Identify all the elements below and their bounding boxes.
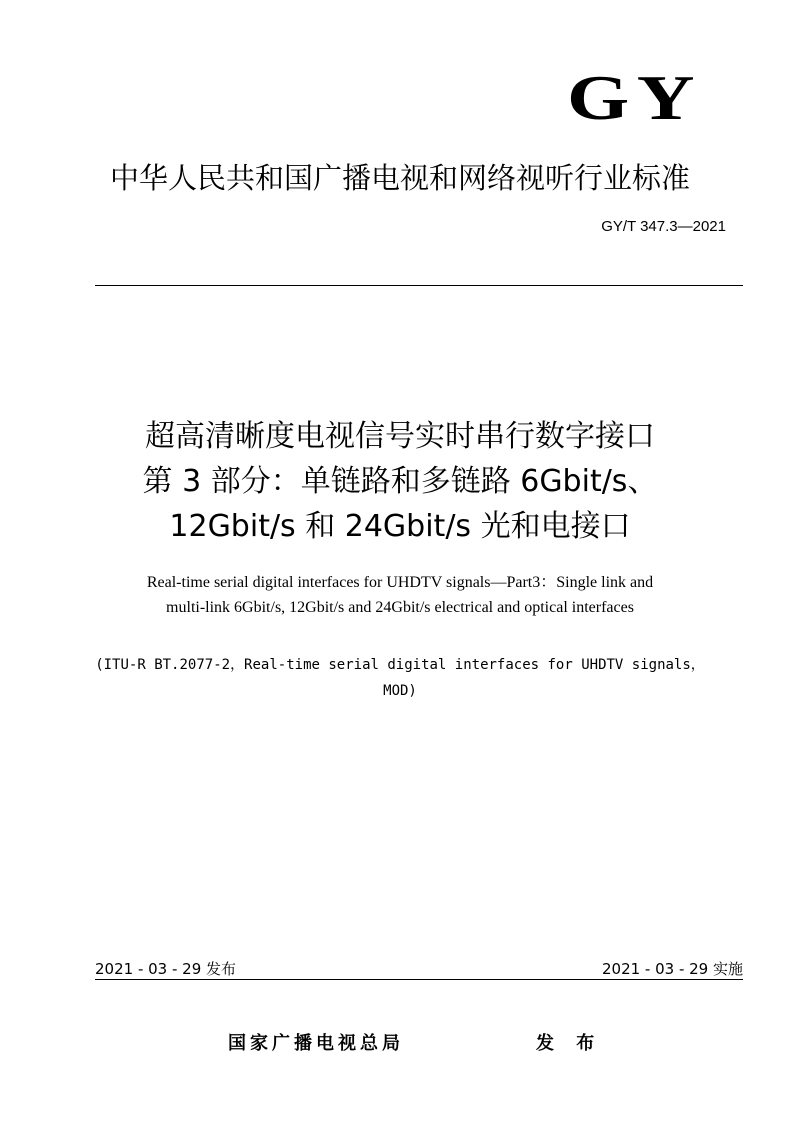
international-reference [0, 652, 800, 704]
bottom-divider [95, 979, 743, 980]
agency-standard-title: 中华人民共和国广播电视和网络视听行业标准 [109, 161, 690, 195]
top-divider [95, 285, 743, 286]
chinese-title [0, 414, 800, 549]
international-reference-line-2: MOD) [383, 683, 417, 699]
chinese-title-line-3: 12Gbit/s 和 24Gbit/s 光和电接口 [169, 509, 631, 544]
chinese-title-line-1: 超高清晰度电视信号实时串行数字接口 [145, 419, 655, 454]
effective-date: 2021 - 03 - 29 实施 [601, 960, 743, 978]
issuing-authority: 国家广播电视总局 [228, 1033, 404, 1054]
chinese-title-line-2: 第 3 部分：单链路和多链路 6Gbit/s、 [142, 464, 658, 499]
issue-label: 发 布 [536, 1033, 603, 1054]
english-title-line-1: Real-time serial digital interfaces for UHDTV signals—Part3：Single link and [146, 574, 654, 591]
english-title-line-2: multi-link 6Gbit/s, 12Gbit/s and 24Gbit/s electrical and optical interfaces [166, 599, 634, 616]
gy-logo: GY [567, 62, 702, 133]
publish-date: 2021 - 03 - 29 发布 [95, 960, 237, 978]
standard-number: GY/T 347.3—2021 [601, 218, 726, 235]
international-reference-line-1: (ITU-R BT.2077-2，Real-time serial digital interfaces for UHDTV signals， [95, 657, 705, 673]
english-title [0, 570, 800, 620]
